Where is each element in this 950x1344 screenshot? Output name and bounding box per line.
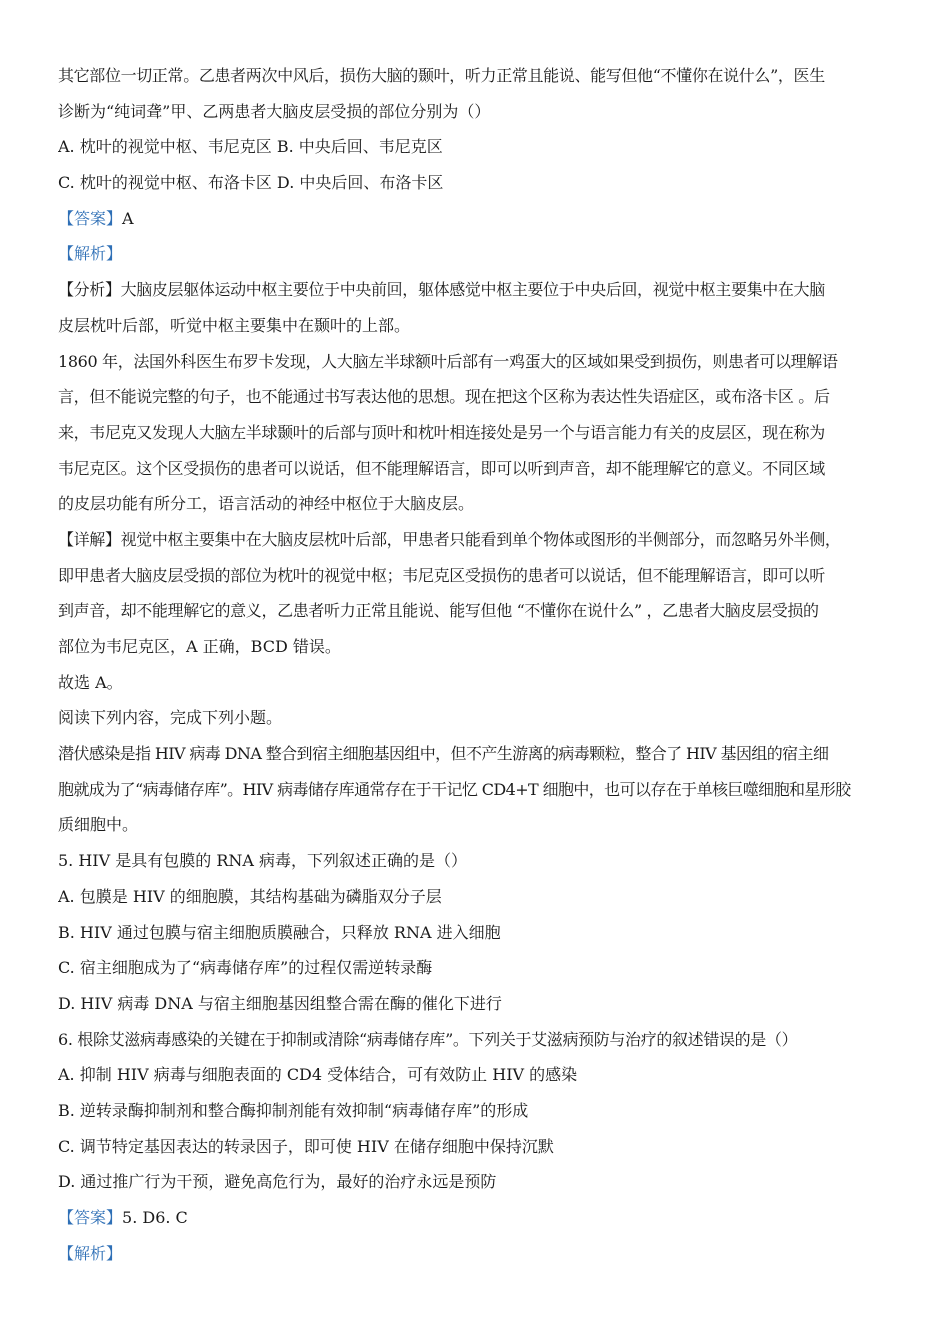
question-stem: 5. HIV 是具有包膜的 RNA 病毒，下列叙述正确的是（）: [58, 851, 468, 871]
option-line: C. 调节特定基因表达的转录因子，即可使 HIV 在储存细胞中保持沉默: [58, 1136, 554, 1156]
answer-line: [58, 207, 894, 243]
text-line: 质细胞中。: [58, 815, 139, 835]
option-line: C. 枕叶的视觉中枢、布洛卡区 D. 中央后回、布洛卡区: [58, 173, 444, 193]
text-line: 1860 年，法国外科医生布罗卡发现，人大脑左半球额叶后部有一鸡蛋大的区域如果受到损伤，则患者可以理解语: [58, 351, 838, 371]
answer-value: A: [122, 208, 134, 228]
question-stem: 6. 根除艾滋病毒感染的关键在于抑制或清除“病毒储存库”。下列关于艾滋病预防与治疗的叙述错误的是（）: [58, 1029, 798, 1049]
text-line: 的皮层功能有所分工，语言活动的神经中枢位于大脑皮层。: [58, 494, 475, 514]
text-line: 来，韦尼克又发现人大脑左半球颞叶的后部与顶叶和枕叶相连接处是另一个与语言能力有关的皮层区，现在称为: [58, 422, 825, 442]
text-line: 即甲患者大脑皮层受损的部位为枕叶的视觉中枢；韦尼克区受损伤的患者可以说话，但不能理解语言，即可以听: [58, 565, 825, 585]
fenxi-tag: 【分析】: [58, 280, 121, 300]
text-line: 诊断为“纯词聋”甲、乙两患者大脑皮层受损的部位分别为（）: [58, 101, 491, 121]
conclusion-line: 故选 A。: [58, 672, 123, 692]
analysis-tag: 【解析】: [58, 244, 123, 264]
option-line: B. HIV 通过包膜与宿主细胞质膜融合，只释放 RNA 进入细胞: [58, 922, 501, 942]
option-line: B. 逆转录酶抑制剂和整合酶抑制剂能有效抑制“病毒储存库”的形成: [58, 1100, 529, 1120]
answer-tag: 【答案】: [58, 208, 123, 228]
answer-tag: 【答案】: [58, 1208, 123, 1227]
option-line: A. 抑制 HIV 病毒与细胞表面的 CD4 受体结合，可有效防止 HIV 的感染: [58, 1065, 578, 1085]
option-line: D. 通过推广行为干预，避免高危行为，最好的治疗永远是预防: [58, 1172, 497, 1192]
analysis-tag: 【解析】: [58, 1243, 123, 1263]
text-line: 部位为韦尼克区，A 正确，BCD 错误。: [58, 637, 341, 656]
reading-intro: 阅读下列内容，完成下列小题。: [58, 708, 283, 728]
text-line: 皮层枕叶后部，听觉中枢主要集中在颞叶的上部。: [58, 315, 411, 335]
answer-value: 5. D6. C: [122, 1208, 188, 1227]
answer-line: [58, 1206, 894, 1242]
text-line: 韦尼克区。这个区受损伤的患者可以说话，但不能理解语言，即可以听到声音，却不能理解它的意义。不同区域: [58, 458, 825, 478]
option-line: D. HIV 病毒 DNA 与宿主细胞基因组整合需在酶的催化下进行: [58, 993, 502, 1013]
text-line: 胞就成为了“病毒储存库”。HIV 病毒储存库通常存在于干记忆 CD4+T 细胞中，也可以存在于单核巨噬细胞和星形胶: [58, 779, 851, 799]
text-line: 潜伏感染是指 HIV 病毒 DNA 整合到宿主细胞基因组中，但不产生游离的病毒颗粒，整合了 HIV 基因组的宿主细: [58, 744, 829, 764]
detail-line: [58, 528, 894, 564]
document-page: [58, 64, 894, 1277]
text-line: 其它部位一切正常。乙患者两次中风后，损伤大脑的颞叶，听力正常且能说、能写但他“不懂你在说什么”，医生: [58, 66, 825, 85]
analysis-line: [58, 278, 894, 314]
fenxi-text: 大脑皮层躯体运动中枢主要位于中央前回，躯体感觉中枢主要位于中央后回，视觉中枢主要集中在大脑: [120, 280, 825, 300]
xiangjie-tag: 【详解】: [58, 529, 121, 549]
option-line: A. 枕叶的视觉中枢、韦尼克区 B. 中央后回、韦尼克区: [58, 137, 443, 157]
option-line: C. 宿主细胞成为了“病毒储存库”的过程仅需逆转录酶: [58, 958, 433, 978]
xiangjie-text: 视觉中枢主要集中在大脑皮层枕叶后部，甲患者只能看到单个物体或图形的半侧部分，而忽略另外半侧，: [120, 529, 841, 549]
text-line: 到声音，却不能理解它的意义，乙患者听力正常且能说、能写但他 “不懂你在说什么” ，乙患者大脑皮层受损的: [58, 601, 819, 621]
option-line: A. 包膜是 HIV 的细胞膜，其结构基础为磷脂双分子层: [58, 886, 442, 906]
text-line: 言，但不能说完整的句子，也不能通过书写表达他的思想。现在把这个区称为表达性失语症区，或布洛卡区 。后: [58, 387, 830, 407]
